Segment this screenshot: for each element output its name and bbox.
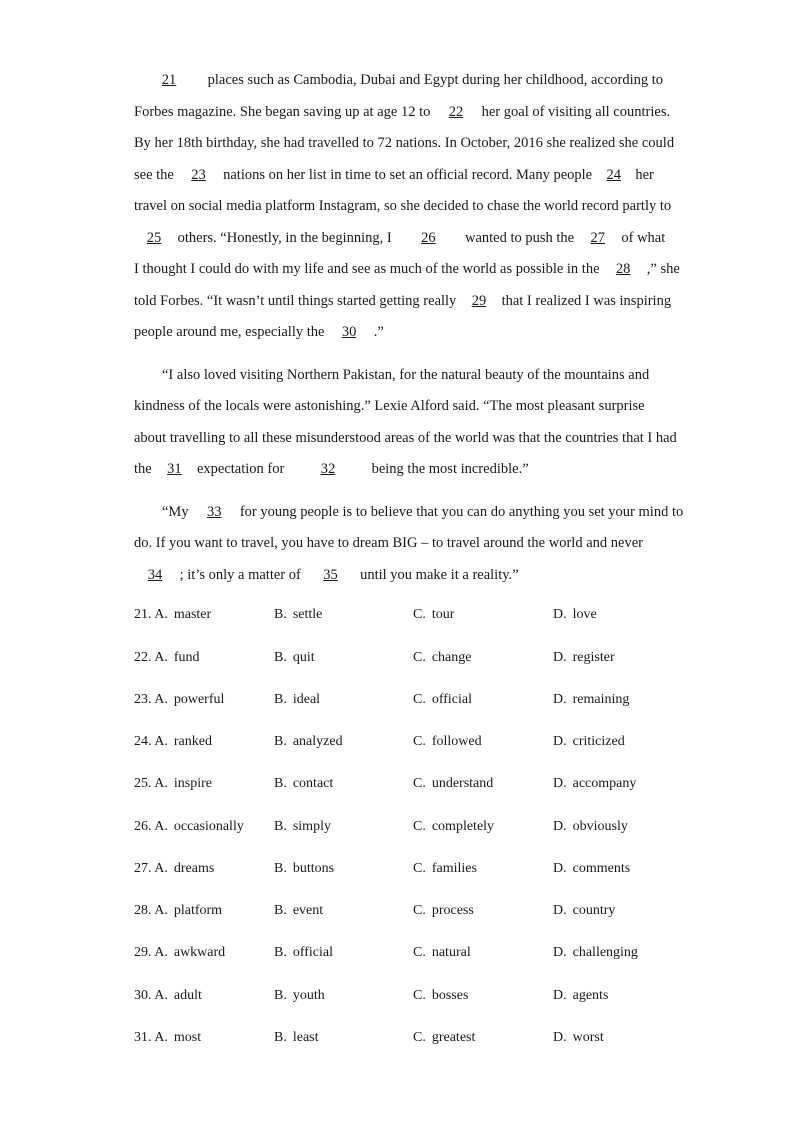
passage-line (134, 292, 671, 310)
question-number: 23. (134, 692, 152, 707)
option-c[interactable]: C. natural (413, 945, 471, 960)
question-number: 24. (134, 734, 152, 749)
option-d[interactable]: D. country (553, 903, 616, 918)
passage-text: Forbes magazine. She began saving up at age 12 to (134, 104, 431, 120)
blank-21: 21 (161, 72, 177, 88)
blank-22: 22 (448, 104, 464, 120)
option-a[interactable]: 26. A. occasionally (134, 819, 244, 834)
option-d[interactable]: D. worst (553, 1030, 604, 1045)
passage-text: ,” she (646, 261, 680, 277)
option-b[interactable]: B. least (274, 1030, 319, 1045)
passage-text: “My (162, 504, 189, 520)
passage-text: about travelling to all these misunderstood areas of the world was that the countries that I had (134, 430, 677, 446)
option-c[interactable]: C. completely (413, 819, 495, 834)
passage-text: travel on social media platform Instagram, so she decided to chase the world record partly to (134, 198, 672, 214)
question-number: 30. (134, 988, 152, 1003)
option-a[interactable]: 31. A. most (134, 1030, 202, 1045)
blank-34: 34 (147, 567, 163, 583)
passage-text: places such as Cambodia, Dubai and Egypt during her childhood, according to (207, 72, 664, 88)
passage-text: ; it’s only a matter of (179, 567, 301, 583)
passage-line (134, 197, 671, 215)
blank-27: 27 (590, 230, 605, 246)
passage-line (134, 134, 674, 152)
option-a[interactable]: 30. A. adult (134, 988, 202, 1003)
question-number: 21. (134, 607, 152, 622)
option-b[interactable]: B. youth (274, 988, 325, 1003)
passage-text: of what (621, 230, 666, 246)
passage-text: see the (134, 167, 174, 183)
question-row (134, 734, 734, 752)
passage-text: until you make it a reality.” (360, 567, 519, 583)
option-d[interactable]: D. accompany (553, 776, 637, 791)
blank-30: 30 (341, 324, 357, 340)
option-c[interactable]: C. change (413, 650, 472, 665)
passage-text: “I also loved visiting Northern Pakistan, for the natural beauty of the mountains and (162, 367, 650, 383)
option-a[interactable]: 23. A. powerful (134, 692, 225, 707)
question-row (134, 607, 734, 625)
option-a[interactable]: 28. A. platform (134, 903, 223, 918)
option-c[interactable]: C. process (413, 903, 474, 918)
blank-25: 25 (146, 230, 162, 246)
passage-line (162, 366, 649, 384)
passage-text: By her 18th birthday, she had travelled to 72 nations. In October, 2016 she realized she could (134, 135, 675, 151)
passage-line (134, 71, 663, 89)
question-row (134, 650, 734, 668)
option-b[interactable]: B. simply (274, 819, 331, 834)
passage-line (134, 323, 384, 341)
blank-29: 29 (471, 293, 487, 309)
passage-text: wanted to push the (464, 230, 575, 246)
option-c[interactable]: C. tour (413, 607, 455, 622)
option-b[interactable]: B. ideal (274, 692, 321, 707)
option-d[interactable]: D. criticized (553, 734, 625, 749)
question-number: 22. (134, 650, 152, 665)
option-d[interactable]: D. comments (553, 861, 631, 876)
option-d[interactable]: D. register (553, 650, 615, 665)
option-d[interactable]: D. challenging (553, 945, 638, 960)
passage-line (134, 103, 670, 121)
option-d[interactable]: D. agents (553, 988, 609, 1003)
option-b[interactable]: B. contact (274, 776, 334, 791)
option-a[interactable]: 24. A. ranked (134, 734, 212, 749)
question-number: 25. (134, 776, 152, 791)
passage-line (134, 397, 645, 415)
question-number: 28. (134, 903, 152, 918)
option-b[interactable]: B. event (274, 903, 324, 918)
passage-text: people around me, especially the (134, 324, 325, 340)
passage-line (134, 229, 665, 247)
passage-text: the (134, 461, 152, 477)
option-a[interactable]: 22. A. fund (134, 650, 200, 665)
option-b[interactable]: B. settle (274, 607, 323, 622)
question-row (134, 903, 734, 921)
passage-text: that I realized I was inspiring (501, 293, 672, 309)
passage-line (134, 534, 643, 552)
blank-32: 32 (320, 461, 336, 477)
question-row (134, 819, 734, 837)
option-d[interactable]: D. remaining (553, 692, 630, 707)
blank-28: 28 (615, 261, 631, 277)
passage-line (162, 503, 683, 521)
option-a[interactable]: 29. A. awkward (134, 945, 226, 960)
passage-text: .” (373, 324, 384, 340)
option-a[interactable]: 27. A. dreams (134, 861, 215, 876)
blank-31: 31 (167, 461, 182, 477)
question-row (134, 945, 734, 963)
option-b[interactable]: B. buttons (274, 861, 335, 876)
option-b[interactable]: B. quit (274, 650, 315, 665)
passage-line (134, 429, 677, 447)
blank-23: 23 (191, 167, 206, 183)
passage-text: kindness of the locals were astonishing.” Lexie Alford said. “The most pleasant surprise (134, 398, 645, 414)
question-row (134, 988, 734, 1006)
question-number: 27. (134, 861, 152, 876)
passage-text: others. “Honestly, in the beginning, I (177, 230, 392, 246)
passage-text: nations on her list in time to set an official record. Many people (223, 167, 593, 183)
option-c[interactable]: C. bosses (413, 988, 469, 1003)
passage-text: her goal of visiting all countries. (481, 104, 671, 120)
option-d[interactable]: D. obviously (553, 819, 628, 834)
passage-line (134, 460, 529, 478)
option-b[interactable]: B. official (274, 945, 334, 960)
option-c[interactable]: C. understand (413, 776, 494, 791)
option-c[interactable]: C. families (413, 861, 477, 876)
option-c[interactable]: C. followed (413, 734, 482, 749)
blank-24: 24 (606, 167, 621, 183)
passage-line (134, 566, 519, 584)
passage-text: for young people is to believe that you can do anything you set your mind to (239, 504, 684, 520)
option-a[interactable]: 25. A. inspire (134, 776, 212, 791)
passage-line (134, 260, 680, 278)
question-number: 26. (134, 819, 152, 834)
option-b[interactable]: B. analyzed (274, 734, 343, 749)
option-d[interactable]: D. love (553, 607, 597, 622)
blank-33: 33 (206, 504, 222, 520)
question-row (134, 861, 734, 879)
question-number: 29. (134, 945, 152, 960)
option-a[interactable]: 21. A. master (134, 607, 212, 622)
question-row (134, 692, 734, 710)
passage-text: expectation for (196, 461, 285, 477)
question-row (134, 776, 734, 794)
passage-text: her (635, 167, 654, 183)
passage-line (134, 166, 654, 184)
passage-text: I thought I could do with my life and see as much of the world as possible in the (134, 261, 600, 277)
passage-text: do. If you want to travel, you have to dream BIG – to travel around the world and never (134, 535, 643, 551)
passage-text: told Forbes. “It wasn’t until things started getting really (134, 293, 457, 309)
option-c[interactable]: C. greatest (413, 1030, 476, 1045)
question-number: 31. (134, 1030, 152, 1045)
blank-26: 26 (421, 230, 436, 246)
passage-text: being the most incredible.” (371, 461, 529, 477)
blank-35: 35 (323, 567, 338, 583)
question-row (134, 1030, 734, 1048)
option-c[interactable]: C. official (413, 692, 473, 707)
